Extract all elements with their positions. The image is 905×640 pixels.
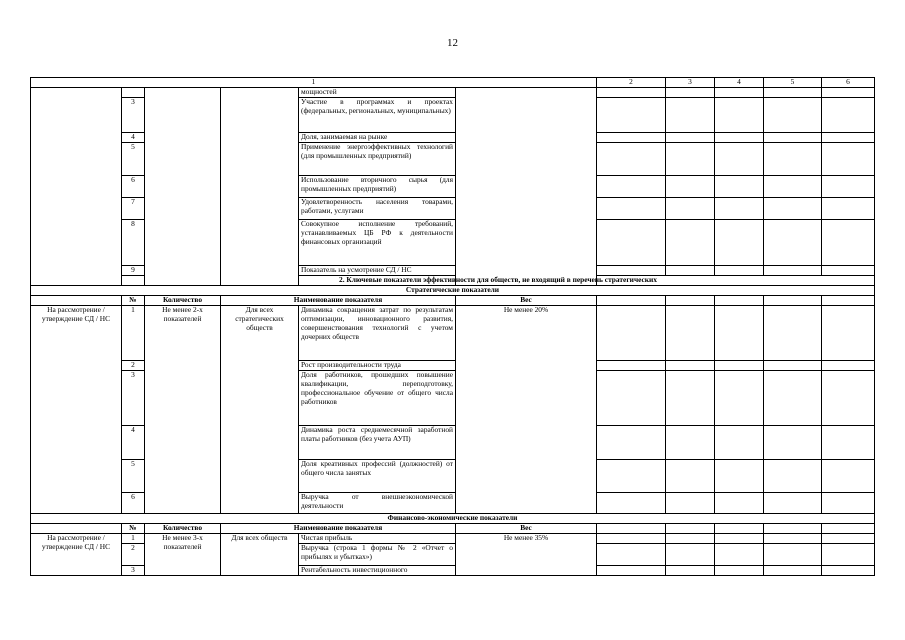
header-num: № [122,296,145,306]
column-number: 3 [666,78,715,88]
indicator-name: Выручка (строка 1 формы № 2 «Отчет о прибылях и убытках») [299,544,456,566]
indicator-name: Участие в программах и проектах (федеральных, региональных, муниципальных) [299,98,456,133]
indicator-name: Динамика роста среднемесячной заработной платы работников (без учета АУП) [299,426,456,460]
indicator-name: Показатель на усмотрение СД / НС [299,266,456,276]
row-number: 8 [122,220,145,266]
applies-cell: Для всех стратегических обществ [221,306,299,514]
row-number: 2 [122,544,145,566]
header-weight: Вес [456,296,597,306]
row-number: 6 [122,493,145,514]
table-row [31,534,875,544]
indicator-name: Доля, занимаемая на рынке [299,133,456,143]
page-number: 12 [447,37,458,49]
indicator-name: Удовлетворенность населения товарами, работами, услугами [299,198,456,220]
subsection-heading-row [31,286,875,296]
section-title: 2. Ключевые показатели эффективности для обществ, не входящий в перечень стратегических [122,276,875,286]
indicator-name: Применение энергоэффективных технологий (для промышленных предприятий) [299,143,456,176]
table-row [31,88,875,98]
row-number: 4 [122,133,145,143]
indicator-name: Доля креативных профессий (должностей) от общего числа занятых [299,460,456,493]
indicator-name: Чистая прибыль [299,534,456,544]
row-number: 3 [122,566,145,576]
column-number: 4 [715,78,764,88]
indicator-name: Совокупное исполнение требований, устанавливаемых ЦБ РФ к деятельности финансовых организаций [299,220,456,266]
subsection-title-strategic: Стратегические показатели [31,286,875,296]
quantity-cell: Не менее 3-х показателей [145,534,221,576]
row-number: 5 [122,460,145,493]
weight-cell: Не менее 20% [456,306,597,514]
column-header-row [31,296,875,306]
indicator-name: Доля работников, прошедших повышение квалификации, переподготовку, профессиональное обучение от общего числа работников [299,371,456,426]
row-number: 1 [122,534,145,544]
kpi-table [30,77,875,576]
section-heading-row [31,276,875,286]
subsection-heading-row [31,514,875,524]
subsection-title-financial: Финансово-экономические показатели [31,514,875,524]
row-number: 3 [122,371,145,426]
column-number: 6 [822,78,875,88]
header-num: № [122,524,145,534]
indicator-name: Рентабельность инвестиционного [299,566,456,576]
weight-cell-continued [456,88,597,286]
row-number: 3 [122,98,145,133]
row-number: 9 [122,266,145,276]
row-number: 1 [122,306,145,361]
indicator-name: мощностей [299,88,456,98]
row-number: 7 [122,198,145,220]
indicator-name: Динамика сокращения затрат по результатам оптимизации, инновационного развития, совершенствования технологий с учетом дочерних обществ [299,306,456,361]
applies-cell-continued [221,88,299,286]
indicator-name: Выручка от внешнеэкономической деятельности [299,493,456,514]
applies-cell: Для всех обществ [221,534,299,576]
row-number: 4 [122,426,145,460]
header-indicator-name: Наименование показателя [221,524,456,534]
header-weight: Вес [456,524,597,534]
indicator-name: Использование вторичного сырья (для промышленных предприятий) [299,176,456,198]
row-number: 6 [122,176,145,198]
quantity-cell: Не менее 2-х показателей [145,306,221,514]
row-number: 2 [122,361,145,371]
column-header-row [31,524,875,534]
approval-cell: На рассмотрение /утверждение СД / НС [31,306,122,514]
indicator-name: Рост производительности труда [299,361,456,371]
header-indicator-name: Наименование показателя [221,296,456,306]
row-number [122,88,145,98]
table-row [31,306,875,361]
column-number: 5 [764,78,822,88]
approval-cell: На рассмотрение /утверждение СД / НС [31,534,122,576]
column-number-row [31,78,875,88]
quantity-cell-continued [145,88,221,286]
weight-cell: Не менее 35% [456,534,597,576]
row-number: 5 [122,143,145,176]
column-number: 2 [597,78,666,88]
approval-cell-continued [31,88,122,286]
header-quantity: Количество [145,296,221,306]
column-number: 1 [31,78,597,88]
header-quantity: Количество [145,524,221,534]
